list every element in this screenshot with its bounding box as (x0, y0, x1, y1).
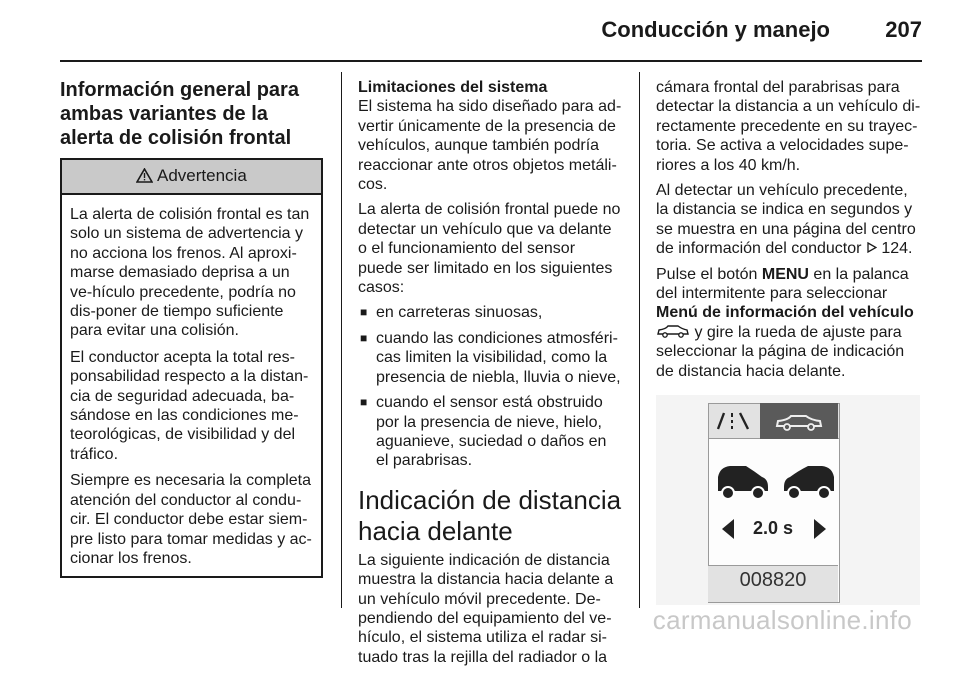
subheading: Limitaciones del sistema (358, 79, 548, 96)
section-title: Indicación de distancia hacia delante (358, 484, 622, 546)
section-heading: Información general para ambas variantes de la alerta de colisión frontal (60, 79, 299, 149)
arrow-right-icon (812, 517, 828, 541)
car-rear-icon (716, 463, 770, 503)
warning-triangle-icon (136, 166, 157, 185)
paragraph-text: en la palanca del intermitente para seleccionar (656, 265, 909, 303)
paragraph-text: y gire la rueda de ajuste para seleccionar la página de indicación de distancia hacia delante. (656, 323, 905, 380)
column-2 (358, 78, 623, 673)
distance-display-illustration (656, 395, 920, 605)
paragraph (656, 181, 922, 259)
menu-name: Menú de información del vehículo (656, 304, 914, 322)
paragraph: cámara frontal del parabrisas para detectar la distancia a un vehículo di-rectamente precedente en su trayec-toria. Se activa a velocidades supe-riores a los 40 km/h. (656, 79, 921, 174)
watermark: carmanualsonline.info (652, 605, 912, 635)
list-item: ■ cuando las condiciones atmosféri-cas limiten la visibilidad, como la presencia de niebla, lluvia o nieve, (358, 329, 623, 387)
page-ref-arrow-icon (866, 240, 881, 257)
distance-value: 2.0 s (752, 518, 794, 539)
car-icon (656, 324, 694, 341)
car-front-icon (782, 463, 836, 503)
warning-header (62, 160, 321, 195)
paragraph-text: Pulse el botón (656, 265, 758, 283)
warning-paragraph: El conductor acepta la total res-ponsabilidad respecto a la distan-cia de seguridad adecuada, ba-sándose en las condiciones me-teorológicas, de visibilidad y del tráfico. (70, 348, 309, 463)
column-divider (639, 72, 640, 608)
odometer-counter: 008820 (739, 569, 807, 592)
paragraph: El sistema ha sido diseñado para ad-vertir únicamente de la presencia de vehículos, aunque también podría reaccionar ante otros objetos metáli-cos. (358, 98, 622, 194)
warning-box (60, 158, 323, 578)
paragraph: La siguiente indicación de distancia muestra la distancia hacia delante a un vehículo móvil precedente. De-pendiendo del equipamiento del ve-hículo, el sistema utiliza el radar si-tuado tras la rejilla del radiador o la (358, 551, 614, 666)
page-reference: 124. (881, 240, 913, 258)
warning-body (62, 195, 321, 576)
list-item: ■ en carreteras sinuosas, (358, 303, 623, 322)
paragraph-text: Al detectar un vehículo precedente, la distancia se indica en segundos y se muestra en una página del centro de información del conductor (656, 182, 916, 258)
page-number: 207 (885, 17, 922, 42)
header-title: Conducción y manejo (601, 17, 830, 42)
header-rule (60, 60, 922, 62)
warning-paragraph: La alerta de colisión frontal es tan solo un sistema de advertencia y no acciona los frenos. Al aproxi-marse demasiado deprisa a un ve-hículo precedente, podría no dis-poner de tiempo suficiente para evitar una colisión. (70, 206, 310, 340)
warning-paragraph: Siempre es necesaria la completa atención del conductor al condu-cir. El conductor debe estar siem-pre listo para tomar medidas y ac-cionar los frenos. (70, 472, 312, 567)
paragraph: La alerta de colisión frontal puede no detectar un vehículo que va delante o el funcionamiento del sensor puede ser limitado en los siguientes casos: (358, 201, 621, 297)
lane-icon (714, 409, 754, 433)
list-item: ■ cuando el sensor está obstruido por la presencia de nieve, hielo, aguanieve, suciedad o daños en el parabrisas. (358, 393, 623, 471)
bullet-list (358, 303, 623, 470)
column-3 (656, 78, 922, 605)
warning-title: Advertencia (157, 166, 247, 185)
menu-button-label: MENU (761, 265, 809, 283)
column-divider (341, 72, 342, 608)
car-icon (774, 413, 824, 431)
column-1 (60, 78, 323, 578)
paragraph (656, 265, 922, 381)
